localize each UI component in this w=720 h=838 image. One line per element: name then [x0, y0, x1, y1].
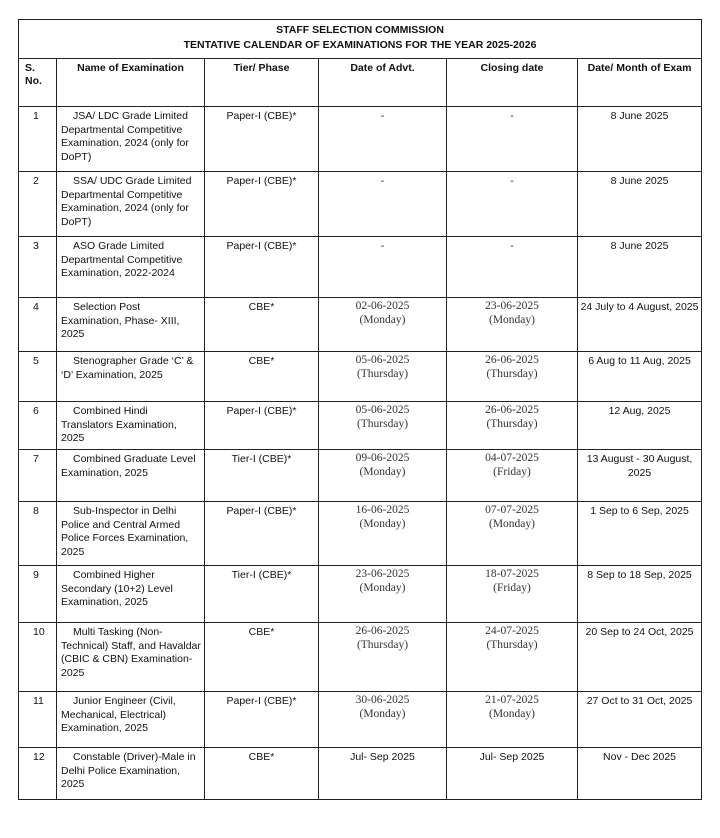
advt-day: (Thursday) — [356, 638, 409, 651]
closing-day: (Monday) — [489, 313, 535, 326]
exam-name: Sub-Inspector in Delhi Police and Central Armed Police Forces Examination, 2025 — [57, 502, 205, 566]
closing-date-cell — [447, 623, 578, 692]
column-header-advt: Date of Advt. — [319, 59, 447, 107]
closing-date: - — [510, 240, 514, 252]
closing-date-cell — [447, 748, 578, 800]
row-serial-number: 8 — [19, 502, 57, 566]
advt-date-cell — [319, 172, 447, 237]
table-row — [19, 107, 702, 172]
closing-date: 07-07-2025 — [485, 504, 539, 516]
column-header-sno: S. No. — [19, 59, 57, 107]
advt-day: (Monday) — [359, 313, 406, 326]
exam-date: 8 June 2025 — [578, 107, 702, 172]
closing-date: - — [510, 110, 514, 122]
closing-day: (Monday) — [489, 517, 535, 530]
advt-date: 09-06-2025 — [355, 452, 410, 464]
tier-phase: Paper-I (CBE)* — [205, 402, 319, 450]
closing-date-cell — [447, 107, 578, 172]
exam-name: Multi Tasking (Non-Technical) Staff, and Havaldar (CBIC & CBN) Examination-2025 — [57, 623, 205, 692]
tier-phase: Paper-I (CBE)* — [205, 502, 319, 566]
exam-name: Junior Engineer (Civil, Mechanical, Electrical) Examination, 2025 — [57, 692, 205, 748]
row-serial-number: 12 — [19, 748, 57, 800]
exam-name: Selection Post Examination, Phase- XIII, 2025 — [57, 298, 205, 352]
closing-date-cell — [447, 172, 578, 237]
closing-date-cell — [447, 450, 578, 502]
column-header-tier: Tier/ Phase — [205, 59, 319, 107]
advt-date: 23-06-2025 — [355, 568, 410, 580]
exam-date: 13 August - 30 August, 2025 — [578, 450, 702, 502]
advt-date: 05-06-2025 — [355, 404, 410, 416]
exam-date: Nov - Dec 2025 — [578, 748, 702, 800]
advt-day: (Monday) — [359, 465, 406, 478]
row-serial-number: 10 — [19, 623, 57, 692]
closing-date-cell — [447, 298, 578, 352]
advt-date: 05-06-2025 — [355, 354, 410, 366]
closing-date: Jul- Sep 2025 — [479, 751, 545, 763]
exam-name: Constable (Driver)-Male in Delhi Police Examination, 2025 — [57, 748, 205, 800]
table-row — [19, 692, 702, 748]
table-row — [19, 352, 702, 402]
exam-date: 1 Sep to 6 Sep, 2025 — [578, 502, 702, 566]
exam-date: 20 Sep to 24 Oct, 2025 — [578, 623, 702, 692]
advt-date-cell — [319, 450, 447, 502]
exam-date: 24 July to 4 August, 2025 — [578, 298, 702, 352]
closing-day: (Thursday) — [486, 638, 538, 651]
tier-phase: Paper-I (CBE)* — [205, 172, 319, 237]
tier-phase: CBE* — [205, 623, 319, 692]
closing-date-cell — [447, 502, 578, 566]
table-body — [19, 107, 702, 800]
closing-date: 26-06-2025 — [485, 354, 539, 366]
exam-date: 8 June 2025 — [578, 172, 702, 237]
closing-day: (Monday) — [489, 707, 535, 720]
advt-date: - — [380, 175, 385, 187]
closing-date: 21-07-2025 — [485, 694, 539, 706]
closing-day: (Friday) — [493, 581, 531, 594]
closing-date-cell — [447, 237, 578, 298]
table-row — [19, 502, 702, 566]
advt-date-cell — [319, 298, 447, 352]
row-serial-number: 3 — [19, 237, 57, 298]
exam-date: 8 June 2025 — [578, 237, 702, 298]
exam-name: Stenographer Grade ‘C’ & ‘D’ Examination, 2025 — [57, 352, 205, 402]
tier-phase: Tier-I (CBE)* — [205, 566, 319, 623]
row-serial-number: 9 — [19, 566, 57, 623]
advt-date-cell — [319, 623, 447, 692]
advt-date-cell — [319, 566, 447, 623]
exam-name: Combined Hindi Translators Examination, 2025 — [57, 402, 205, 450]
document-title — [19, 20, 702, 59]
table-row — [19, 237, 702, 298]
table-row — [19, 566, 702, 623]
closing-date: 18-07-2025 — [485, 568, 539, 580]
advt-date-cell — [319, 748, 447, 800]
advt-day: (Monday) — [359, 581, 406, 594]
closing-date-cell — [447, 352, 578, 402]
column-header-row — [19, 59, 702, 107]
exam-date: 8 Sep to 18 Sep, 2025 — [578, 566, 702, 623]
exam-date: 27 Oct to 31 Oct, 2025 — [578, 692, 702, 748]
closing-date: - — [510, 175, 514, 187]
advt-day: (Thursday) — [356, 367, 409, 380]
title-line-commission: STAFF SELECTION COMMISSION — [276, 24, 444, 36]
exam-name: ASO Grade Limited Departmental Competitive Examination, 2022-2024 — [57, 237, 205, 298]
advt-date: - — [380, 240, 385, 252]
row-serial-number: 1 — [19, 107, 57, 172]
tier-phase: Paper-I (CBE)* — [205, 237, 319, 298]
closing-day: (Friday) — [493, 465, 531, 478]
column-header-closing: Closing date — [447, 59, 578, 107]
advt-date: 26-06-2025 — [355, 625, 410, 637]
exam-name: Combined Higher Secondary (10+2) Level Examination, 2025 — [57, 566, 205, 623]
tier-phase: Tier-I (CBE)* — [205, 450, 319, 502]
advt-day: (Thursday) — [356, 417, 409, 430]
advt-date-cell — [319, 352, 447, 402]
advt-date: 30-06-2025 — [355, 694, 410, 706]
advt-date-cell — [319, 107, 447, 172]
exam-date: 6 Aug to 11 Aug, 2025 — [578, 352, 702, 402]
advt-date-cell — [319, 237, 447, 298]
tier-phase: Paper-I (CBE)* — [205, 107, 319, 172]
advt-day: (Monday) — [359, 517, 406, 530]
row-serial-number: 7 — [19, 450, 57, 502]
table-row — [19, 748, 702, 800]
row-serial-number: 5 — [19, 352, 57, 402]
advt-date: 02-06-2025 — [355, 300, 410, 312]
closing-date-cell — [447, 402, 578, 450]
title-line-calendar: TENTATIVE CALENDAR OF EXAMINATIONS FOR THE YEAR 2025-2026 — [183, 39, 537, 51]
exam-calendar-table — [18, 19, 702, 800]
column-header-exam: Date/ Month of Exam — [578, 59, 702, 107]
exam-calendar-document — [18, 19, 701, 800]
exam-name: Combined Graduate Level Examination, 2025 — [57, 450, 205, 502]
closing-date-cell — [447, 692, 578, 748]
table-row — [19, 450, 702, 502]
advt-date-cell — [319, 402, 447, 450]
row-serial-number: 2 — [19, 172, 57, 237]
exam-name: SSA/ UDC Grade Limited Departmental Competitive Examination, 2024 (only for DoPT) — [57, 172, 205, 237]
closing-date: 23-06-2025 — [485, 300, 539, 312]
row-serial-number: 6 — [19, 402, 57, 450]
advt-date-cell — [319, 502, 447, 566]
exam-name: JSA/ LDC Grade Limited Departmental Competitive Examination, 2024 (only for DoPT) — [57, 107, 205, 172]
row-serial-number: 4 — [19, 298, 57, 352]
closing-day: (Thursday) — [486, 417, 538, 430]
column-header-name: Name of Examination — [57, 59, 205, 107]
advt-date-cell — [319, 692, 447, 748]
advt-day: (Monday) — [359, 707, 406, 720]
tier-phase: CBE* — [205, 298, 319, 352]
row-serial-number: 11 — [19, 692, 57, 748]
title-row — [19, 20, 702, 59]
table-row — [19, 402, 702, 450]
exam-date: 12 Aug, 2025 — [578, 402, 702, 450]
advt-date: 16-06-2025 — [355, 504, 410, 516]
closing-date-cell — [447, 566, 578, 623]
closing-date: 26-06-2025 — [485, 404, 539, 416]
closing-date: 04-07-2025 — [485, 452, 539, 464]
tier-phase: CBE* — [205, 352, 319, 402]
closing-day: (Thursday) — [486, 367, 538, 380]
table-row — [19, 172, 702, 237]
table-row — [19, 623, 702, 692]
closing-date: 24-07-2025 — [485, 625, 539, 637]
advt-date: Jul- Sep 2025 — [350, 751, 415, 763]
advt-date: - — [380, 110, 385, 122]
tier-phase: Paper-I (CBE)* — [205, 692, 319, 748]
table-row — [19, 298, 702, 352]
tier-phase: CBE* — [205, 748, 319, 800]
